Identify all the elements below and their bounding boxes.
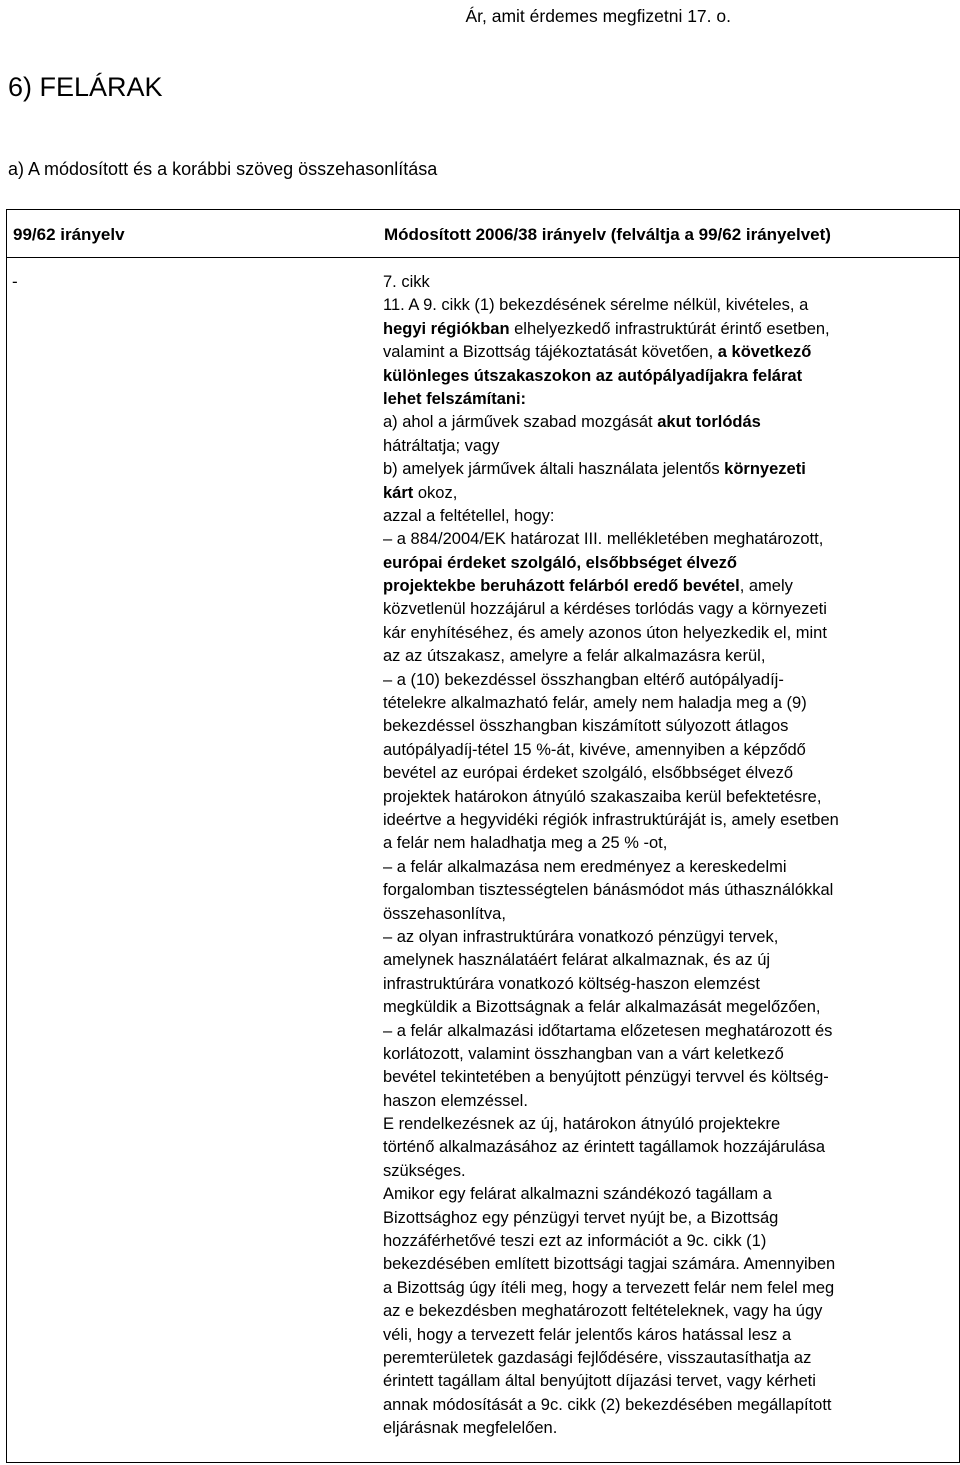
text-line — [383, 1300, 949, 1323]
text-line — [383, 1090, 949, 1113]
text-segment: , amely — [739, 577, 793, 596]
text-line — [383, 1020, 949, 1043]
text-line — [383, 1043, 949, 1066]
bold-text-segment: lehet felszámítani: — [383, 389, 527, 408]
text-segment: azzal a feltétellel, hogy: — [383, 506, 555, 525]
section-title: 6) FELÁRAK — [8, 72, 163, 102]
text-segment: az az útszakasz, amelyre a felár alkalmazásra kerül, — [383, 647, 766, 666]
text-segment: szükséges. — [383, 1161, 466, 1180]
text-line — [383, 458, 949, 481]
text-line — [383, 1370, 949, 1393]
text-segment: – a (10) bekezdéssel összhangban eltérő autópályadíj- — [383, 670, 784, 689]
text-line — [383, 856, 949, 879]
text-line — [383, 388, 949, 411]
bold-text-segment: hegyi régiókban — [383, 319, 510, 338]
running-header: Ár, amit érdemes megfizetni 17. o. — [465, 6, 731, 26]
old-directive-cell: - — [12, 272, 18, 291]
bold-text-segment: európai érdeket szolgáló, elsőbbséget élvező — [383, 553, 737, 572]
text-segment: véli, hogy a tervezett felár jelentős káros hatással lesz a — [383, 1325, 792, 1344]
text-line — [383, 926, 949, 949]
text-segment: az e bekezdésben meghatározott feltételeknek, vagy ha úgy — [383, 1302, 823, 1321]
text-line — [383, 505, 949, 528]
text-segment: a felár nem haladhatja meg a 25 % -ot, — [383, 834, 668, 853]
text-segment: tételekre alkalmazható felár, amely nem haladja meg a (9) — [383, 694, 807, 713]
text-segment: – a felár alkalmazása nem eredményez a kereskedelmi — [383, 857, 787, 876]
text-line — [383, 879, 949, 902]
text-line — [383, 762, 949, 785]
text-line — [383, 809, 949, 832]
text-segment: bevétel az európai érdeket szolgáló, elsőbbséget élvező — [383, 764, 794, 783]
bold-text-segment: projektekbe beruházott felárból eredő bevétel — [383, 577, 740, 596]
text-segment: közvetlenül hozzájárul a kérdéses torlódás vagy a környezeti — [383, 600, 827, 619]
text-segment: bekezdéssel összhangban kiszámított súlyozott átlagos — [383, 717, 789, 736]
text-line — [383, 786, 949, 809]
text-segment: projektek határokon átnyúló szakaszaiba kerül befektetésre, — [383, 787, 822, 806]
text-segment: 11. A 9. cikk (1) bekezdésének sérelme nélkül, kivételes, a — [383, 296, 809, 315]
text-segment: ideértve a hegyvidéki régiók infrastruktúráját is, amely esetben — [383, 810, 839, 829]
text-segment: Bizottsághoz egy pénzügyi tervet nyújt be, a Bizottság — [383, 1208, 779, 1227]
text-line — [383, 365, 949, 388]
text-line — [383, 692, 949, 715]
text-line — [383, 1277, 949, 1300]
text-segment: – a 884/2004/EK határozat III. mellékletében meghatározott, — [383, 530, 824, 549]
text-segment: kár enyhítéséhez, és amely azonos úton helyezkedik el, mint — [383, 623, 827, 642]
amended-directive-cell — [383, 271, 949, 1441]
text-segment: a) ahol a járművek szabad mozgását — [383, 413, 658, 432]
text-line — [383, 1394, 949, 1417]
column-header-old-directive: 99/62 irányelv — [13, 225, 125, 244]
text-line — [383, 1066, 949, 1089]
text-line — [383, 1183, 949, 1206]
text-line — [383, 739, 949, 762]
text-line — [383, 973, 949, 996]
text-line — [383, 1230, 949, 1253]
text-line — [383, 996, 949, 1019]
text-line — [383, 294, 949, 317]
text-segment: forgalomban tisztességtelen bánásmódot más úthasználókkal — [383, 881, 834, 900]
text-line — [383, 1207, 949, 1230]
bold-text-segment: kárt — [383, 483, 414, 502]
bold-text-segment: akut torlódás — [657, 413, 761, 432]
text-line — [383, 832, 949, 855]
text-segment: haszon elemzéssel. — [383, 1091, 528, 1110]
text-line — [383, 1347, 949, 1370]
text-segment: a Bizottság úgy ítéli meg, hogy a tervezett felár nem felel meg — [383, 1278, 835, 1297]
text-line — [383, 645, 949, 668]
text-segment: történő alkalmazásához az érintett tagállamok hozzájárulása — [383, 1138, 826, 1157]
text-segment: – a felár alkalmazási időtartama előzetesen meghatározott és — [383, 1021, 833, 1040]
text-line — [383, 341, 949, 364]
text-segment: bekezdésében említett bizottsági tagjai számára. Amennyiben — [383, 1255, 836, 1274]
text-line — [383, 669, 949, 692]
text-line — [383, 411, 949, 434]
text-line — [383, 528, 949, 551]
text-line — [383, 552, 949, 575]
text-segment: E rendelkezésnek az új, határokon átnyúló projektekre — [383, 1115, 781, 1134]
text-segment: bevétel tekintetében a benyújtott pénzügyi tervvel és költség- — [383, 1068, 829, 1087]
text-line — [383, 318, 949, 341]
text-segment: valamint a Bizottság tájékoztatását követően, — [383, 343, 718, 362]
header-divider — [7, 257, 959, 258]
text-segment: megküldik a Bizottságnak a felár alkalmazását megelőzően, — [383, 998, 821, 1017]
text-line — [383, 949, 949, 972]
text-line — [383, 575, 949, 598]
text-segment: peremterületek gazdasági fejlődésére, visszautasíthatja az — [383, 1348, 812, 1367]
subsection-title: a) A módosított és a korábbi szöveg összehasonlítása — [8, 159, 438, 179]
text-segment: elhelyezkedő infrastruktúrát érintő esetben, — [509, 319, 830, 338]
text-line — [383, 622, 949, 645]
text-segment: összehasonlítva, — [383, 904, 506, 923]
bold-text-segment: különleges útszakaszokon az autópályadíjakra felárat — [383, 366, 803, 385]
text-line — [383, 903, 949, 926]
bold-text-segment: a következő — [717, 343, 812, 362]
text-segment: érintett tagállam által benyújtott díjazási tervet, vagy kérheti — [383, 1372, 816, 1391]
text-segment: annak módosítását a 9c. cikk (2) bekezdésében megállapított — [383, 1395, 832, 1414]
text-line — [383, 1113, 949, 1136]
text-line — [383, 1324, 949, 1347]
text-line — [383, 1160, 949, 1183]
text-line — [383, 482, 949, 505]
bold-text-segment: környezeti — [724, 460, 806, 479]
text-segment: korlátozott, valamint összhangban van a várt keletkező — [383, 1044, 784, 1063]
text-line — [383, 1136, 949, 1159]
text-segment: autópályadíj-tétel 15 %-át, kivéve, amennyiben a képződő — [383, 740, 806, 759]
text-segment: b) amelyek járművek általi használata jelentős — [383, 460, 725, 479]
text-line — [383, 435, 949, 458]
text-segment: 7. cikk — [383, 273, 430, 291]
text-segment: hátráltatja; vagy — [383, 436, 500, 455]
column-header-amended-directive: Módosított 2006/38 irányelv (felváltja a 99/62 irányelvet) — [384, 225, 831, 244]
text-line — [383, 1253, 949, 1276]
text-line — [383, 715, 949, 738]
text-segment: – az olyan infrastruktúrára vonatkozó pénzügyi tervek, — [383, 927, 779, 946]
text-segment: amelynek használatáért felárat alkalmaznak, és az új — [383, 951, 771, 970]
text-line — [383, 1417, 949, 1440]
text-line — [383, 271, 949, 294]
text-segment: hozzáférhetővé teszi ezt az információt a 9c. cikk (1) — [383, 1232, 767, 1251]
text-line — [383, 598, 949, 621]
text-segment: okoz, — [413, 483, 458, 502]
text-segment: Amikor egy felárat alkalmazni szándékozó tagállam a — [383, 1185, 772, 1204]
text-segment: infrastruktúrára vonatkozó költség-haszon elemzést — [383, 974, 760, 993]
text-segment: eljárásnak megfelelően. — [383, 1419, 558, 1438]
comparison-table — [6, 209, 960, 1463]
